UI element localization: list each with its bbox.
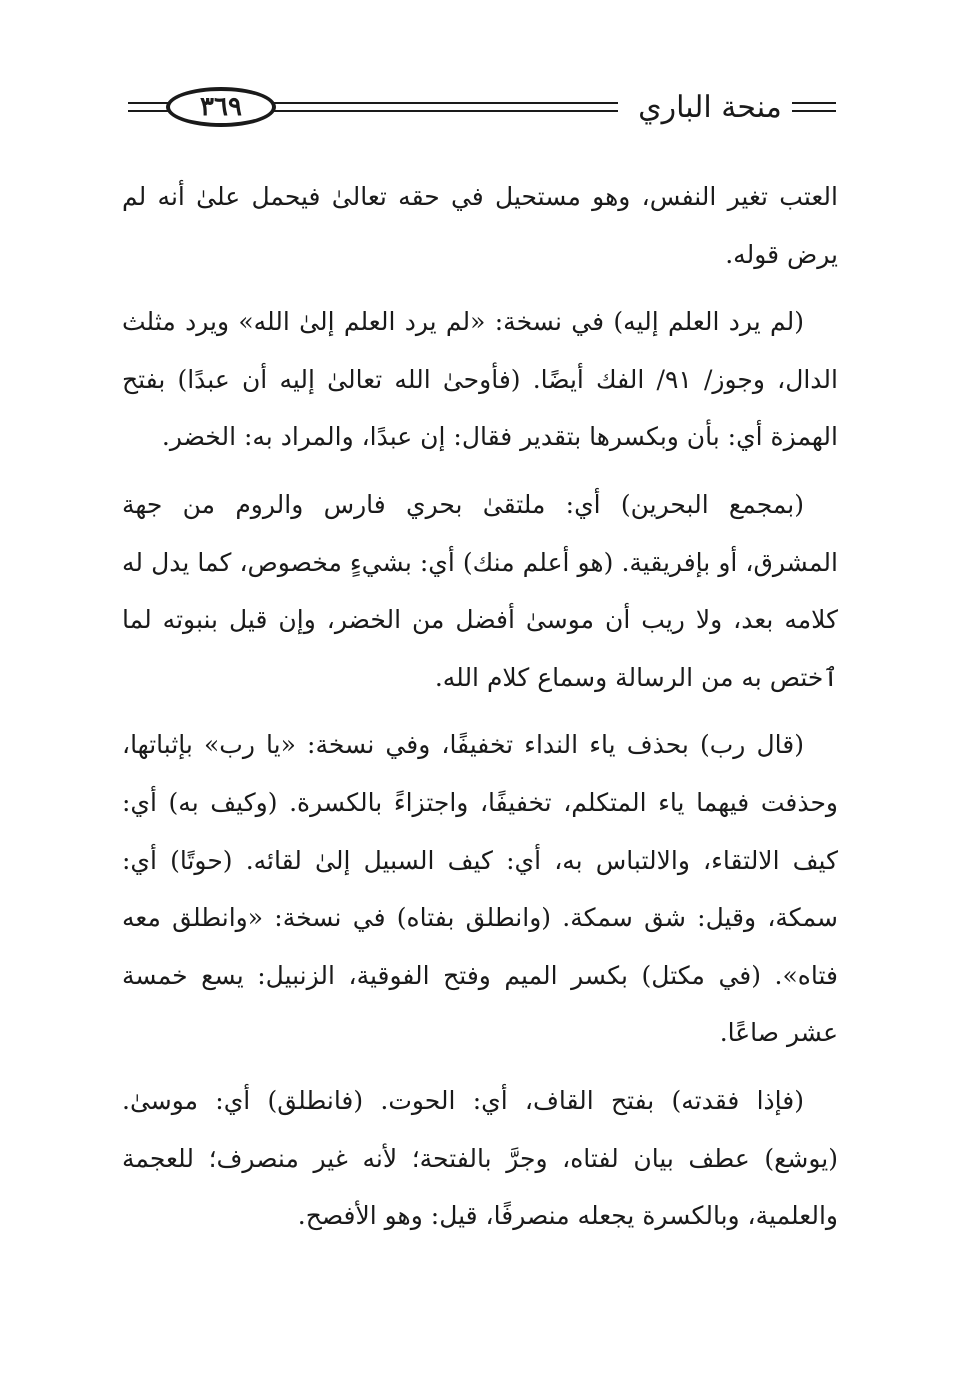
header-rule-middle-lower <box>268 110 618 112</box>
page-number: ٣٦٩ <box>166 87 276 127</box>
header-rule-right-lower <box>792 110 836 112</box>
main-text <box>122 168 838 1255</box>
running-header <box>128 85 840 133</box>
paragraph: (فإذا فقدته) بفتح القاف، أي: الحوت. (فانطلق) أي: موسىٰ. (يوشع) عطف بيان لفتاه، وجرَّ بالفتحة؛ لأنه غير منصرف؛ للعجمة والعلمية، وبالكسرة يجعله منصرفًا، قيل: وهو الأفصح. <box>122 1085 838 1231</box>
paragraph: (قال رب) بحذف ياء النداء تخفيفًا، وفي نسخة: «يا رب» بإثباتها، وحذفت فيهما ياء المتكلم، تخفيفًا، واجتزاءً بالكسرة. (وكيف به) أي: كيف الالتقاء، والالتباس به، أي: كيف السبيل إلىٰ لقائه. (حوتًا) أي: سمكة، وقيل: شق سمكة. (وانطلق بفتاه) في نسخة: «وانطلق معه فتاه». (في مكتل) بكسر الميم وفتح الفوقية، الزنبيل: يسع خمسة عشر صاعًا. <box>122 730 838 1048</box>
paragraph: العتب تغير النفس، وهو مستحيل في حقه تعالىٰ فيحمل علىٰ أنه لم يرض قوله. <box>122 182 838 269</box>
header-rule-middle-upper <box>268 102 618 104</box>
book-title: منحة الباري <box>638 89 782 125</box>
paragraph: (بمجمع البحرين) أي: ملتقىٰ بحري فارس والروم من جهة المشرق، أو بإفريقية. (هو أعلم منك) أي: بشيءٍ مخصوص، كما يدل له كلامه بعد، ولا ريب أن موسىٰ أفضل من الخضر، وإن قيل بنبوته لما ٱختص به من الرسالة وسماع كلام الله. <box>122 489 838 692</box>
header-rule-right-upper <box>792 102 836 104</box>
paragraph: (لم يرد العلم إليه) في نسخة: «لم يرد العلم إلىٰ الله» ويرد مثلث الدال، وجوز/ ٩١/ الفك أيضًا. (فأوحىٰ الله تعالىٰ إليه أن عبدًا) بفتح الهمزة أي: بأن وبكسرها بتقدير فقال: إن عبدًا، والمراد به: الخضر. <box>122 307 838 452</box>
